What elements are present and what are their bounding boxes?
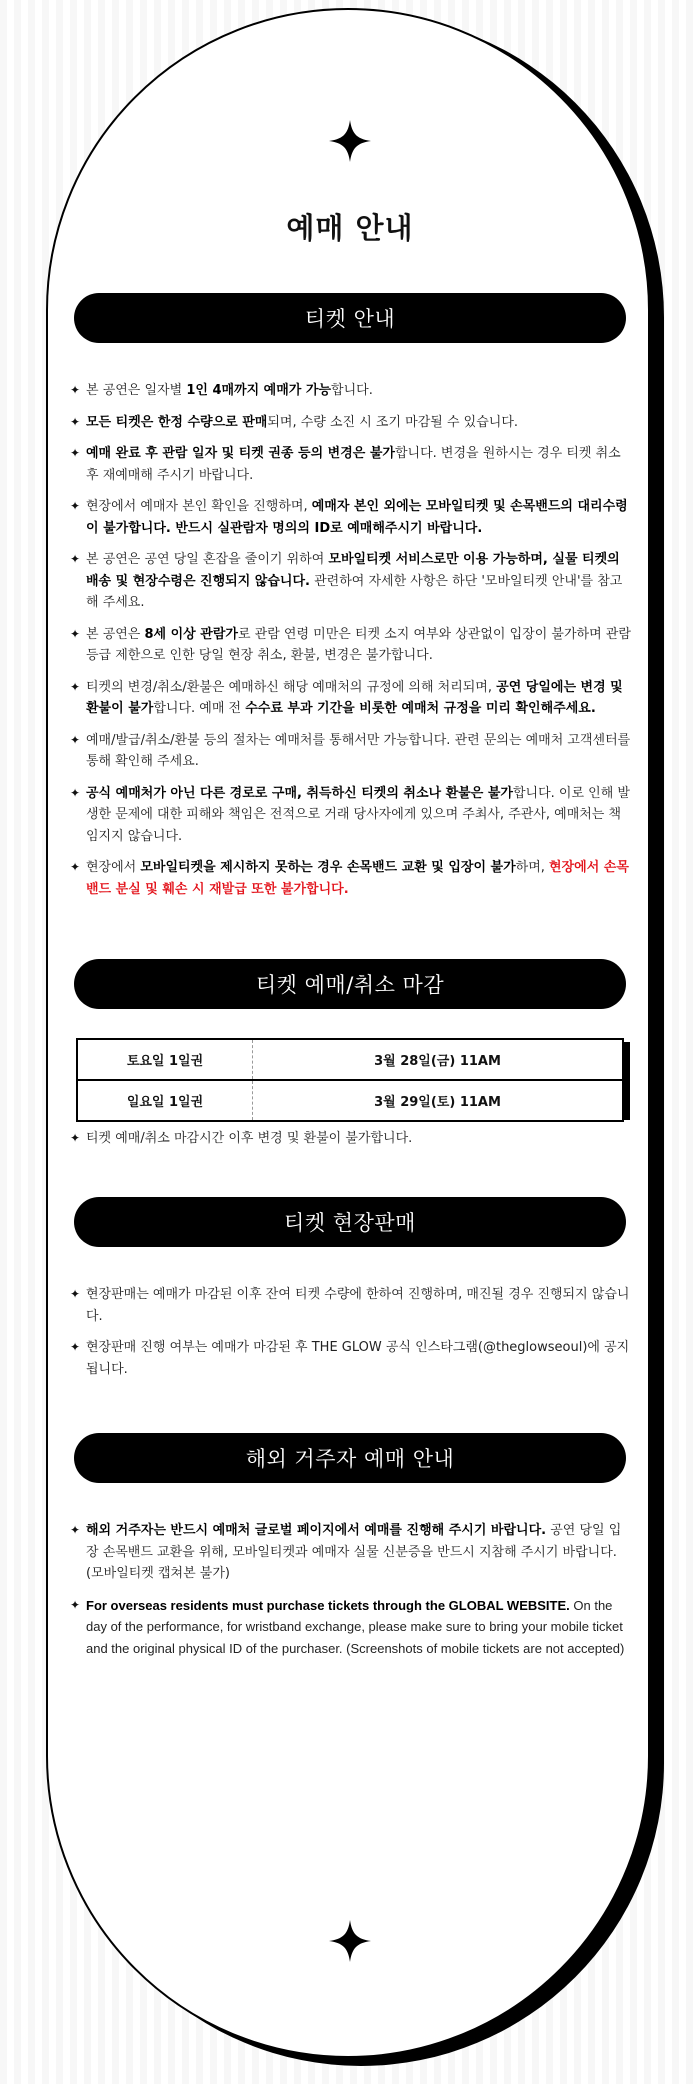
list-item: ✦ 모든 티켓은 한정 수량으로 판매되며, 수량 소진 시 조기 마감될 수 있습니다.: [70, 412, 632, 434]
list-item: ✦ 본 공연은 일자별 1인 4매까지 예매가 가능합니다.: [70, 380, 632, 402]
list-item: ✦ 해외 거주자는 반드시 예매처 글로벌 페이지에서 예매를 진행해 주시기 바랍니다. 공연 당일 입장 손목밴드 교환을 위해, 모바일티켓과 예매자 실물 신분증을 반드시 지참해 주시기 바랍니다. (모바일티켓 캡쳐본 불가): [70, 1520, 632, 1585]
small-star-bullet-icon: ✦: [70, 1340, 81, 1354]
deadline-note-list: [70, 1128, 632, 1160]
four-point-star-icon: [329, 120, 371, 162]
small-star-bullet-icon: ✦: [70, 679, 81, 694]
list-item: ✦ For overseas residents must purchase tickets through the GLOBAL WEBSITE. On the day of the performance, for wristband exchange, please make sure to bring your mobile ticket and the original physical ID of the purchaser. (Screenshots of mobile tickets are not accepted): [70, 1595, 632, 1660]
four-point-star-icon: [329, 1920, 371, 1962]
list-item: ✦ 본 공연은 공연 당일 혼잡을 줄이기 위하여 모바일티켓 서비스로만 이용 가능하며, 실물 티켓의 배송 및 현장수령은 진행되지 않습니다. 관련하여 자세한 사항은 하단 '모바일티켓 안내'를 참고해 주세요.: [70, 549, 632, 614]
small-star-bullet-icon: ✦: [70, 1131, 81, 1145]
small-star-bullet-icon: ✦: [70, 1287, 81, 1301]
section-header-overseas: 해외 거주자 예매 안내: [74, 1433, 626, 1483]
small-star-bullet-icon: ✦: [70, 732, 81, 747]
page-title: 예매 안내: [286, 211, 414, 245]
section-header-deadline: 티켓 예매/취소 마감: [74, 959, 626, 1009]
deadline-table: [76, 1038, 624, 1122]
small-star-bullet-icon: ✦: [70, 552, 81, 566]
table-cell-value: 3월 29일(토) 11AM: [253, 1080, 624, 1121]
list-item: ✦ 공식 예매처가 아닌 다른 경로로 구매, 취득하신 티켓의 취소나 환불은 불가합니다. 이로 인해 발생한 문제에 대한 피해와 책임은 전적으로 거래 당사자에게 있으며 주최사, 주관사, 예매처는 책임지지 않습니다.: [70, 783, 632, 848]
small-star-bullet-icon: ✦: [70, 626, 81, 641]
list-item: ✦ 예매/발급/취소/환불 등의 절차는 예매처를 통해서만 가능합니다. 관련 문의는 예매처 고객센터를 통해 확인해 주세요.: [70, 730, 632, 773]
small-star-bullet-icon: ✦: [70, 860, 81, 874]
list-item: ✦ 예매 완료 후 관람 일자 및 티켓 권종 등의 변경은 불가합니다. 변경을 원하시는 경우 티켓 취소 후 재예매해 주시기 바랍니다.: [70, 443, 632, 486]
section-header-onsite: 티켓 현장판매: [74, 1197, 626, 1247]
small-star-bullet-icon: ✦: [70, 1523, 81, 1537]
small-star-bullet-icon: ✦: [70, 446, 81, 460]
onsite-list: [70, 1284, 632, 1390]
table-cell-label: 토요일 1일권: [77, 1039, 253, 1080]
small-star-bullet-icon: ✦: [70, 383, 81, 397]
section-header-ticket-info: 티켓 안내: [74, 293, 626, 343]
small-star-bullet-icon: ✦: [70, 1597, 81, 1612]
table-row: [77, 1039, 623, 1080]
small-star-bullet-icon: ✦: [70, 414, 81, 429]
table-row: [77, 1080, 623, 1121]
list-item: ✦ 현장판매는 예매가 마감된 이후 잔여 티켓 수량에 한하여 진행하며, 매진될 경우 진행되지 않습니다.: [70, 1284, 632, 1327]
list-item: ✦ 현장에서 모바일티켓을 제시하지 못하는 경우 손목밴드 교환 및 입장이 불가하며, 현장에서 손목밴드 분실 및 훼손 시 재발급 또한 불가합니다.: [70, 857, 632, 900]
small-star-bullet-icon: ✦: [70, 785, 81, 800]
list-item: ✦ 현장에서 예매자 본인 확인을 진행하며, 예매자 본인 외에는 모바일티켓 및 손목밴드의 대리수령이 불가합니다. 반드시 실관람자 명의의 ID로 예매해주시기 바랍니다.: [70, 496, 632, 539]
table-cell-label: 일요일 1일권: [77, 1080, 253, 1121]
list-item: ✦ 티켓 예매/취소 마감시간 이후 변경 및 환불이 불가합니다.: [70, 1128, 632, 1150]
list-item: ✦ 본 공연은 8세 이상 관람가로 관람 연령 미만은 티켓 소지 여부와 상관없이 입장이 불가하며 관람 등급 제한으로 인한 당일 현장 취소, 환불, 변경은 불가합니다.: [70, 624, 632, 667]
list-item: ✦ 티켓의 변경/취소/환불은 예매하신 해당 예매처의 규정에 의해 처리되며, 공연 당일에는 변경 및 환불이 불가합니다. 예매 전 수수료 부과 기간을 비롯한 예매처 규정을 미리 확인해주세요.: [70, 677, 632, 720]
small-star-bullet-icon: ✦: [70, 499, 81, 513]
list-item: ✦ 현장판매 진행 여부는 예매가 마감된 후 THE GLOW 공식 인스타그램(@theglowseoul)에 공지됩니다.: [70, 1337, 632, 1380]
ticket-info-list: [70, 380, 632, 910]
table-cell-value: 3월 28일(금) 11AM: [253, 1039, 624, 1080]
overseas-list: [70, 1520, 632, 1669]
